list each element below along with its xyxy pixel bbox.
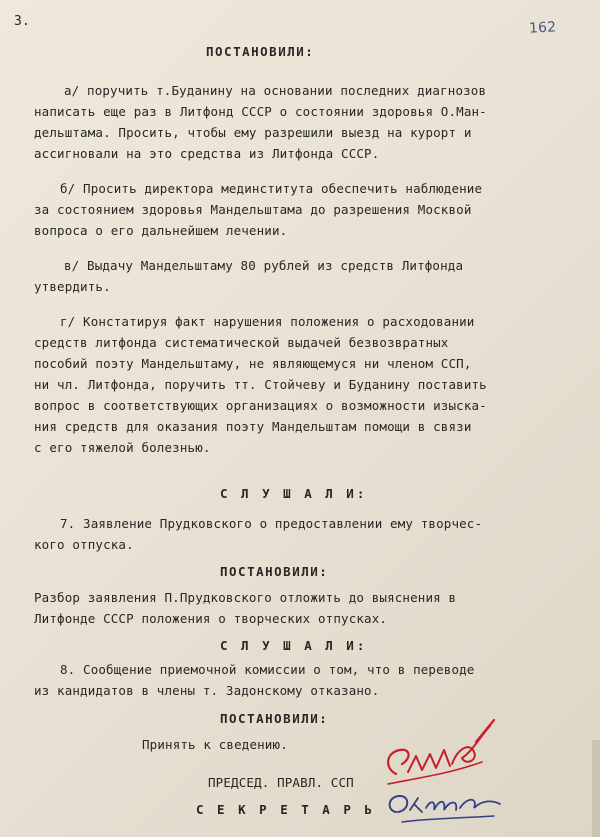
item-b-line-2: за состоянием здоровья Мандельштама до разрешения Москвой	[34, 202, 472, 217]
secretary-label: С Е К Р Е Т А Р Ь	[196, 802, 375, 817]
heard-heading-7: С Л У Ш А Л И:	[220, 486, 368, 501]
heard-7-line-1: 7. Заявление Прудковского о предоставлении ему творчес-	[60, 516, 483, 531]
heard-7-line-2: кого отпуска.	[34, 537, 134, 552]
folio-number: 162	[528, 19, 557, 37]
item-a-line-4: ассигновали на это средства из Литфонда СССР.	[34, 146, 380, 161]
resolved-heading-1: ПОСТАНОВИЛИ:	[206, 44, 315, 59]
resolved-8-text: Принять к сведению.	[142, 737, 288, 752]
item-b-line-3: вопроса о его дальнейшем лечении.	[34, 223, 288, 238]
item-g-line-5: вопрос в соответствующих организациях о возможности изыска-	[34, 398, 487, 413]
secretary-signature	[382, 786, 512, 832]
chair-signature	[378, 712, 508, 792]
page-number: 3.	[14, 14, 30, 29]
item-g-line-2: средств литфонда систематической выдачей безвозвратных	[34, 335, 449, 350]
resolved-heading-8: ПОСТАНОВИЛИ:	[220, 711, 329, 726]
item-v-line-2: утвердить.	[34, 279, 111, 294]
heard-8-line-1: 8. Сообщение приемочной комиссии о том, что в переводе	[60, 662, 475, 677]
item-a-line-2: написать еще раз в Литфонд СССР о состоянии здоровья О.Ман-	[34, 104, 487, 119]
item-a-line-1: а/ поручить т.Буданину на основании последних диагнозов	[64, 83, 487, 98]
resolved-7-line-2: Литфонде СССР положения о творческих отпусках.	[34, 611, 388, 626]
heard-heading-8: С Л У Ш А Л И:	[220, 638, 368, 653]
item-g-line-6: ния средств для оказания поэту Мандельштам помощи в связи	[34, 419, 472, 434]
item-b-line-1: б/ Просить директора мединститута обеспечить наблюдение	[60, 181, 483, 196]
item-g-line-1: г/ Констатируя факт нарушения положения о расходовании	[60, 314, 475, 329]
item-v-line-1: в/ Выдачу Мандельштаму 80 рублей из средств Литфонда	[64, 258, 464, 273]
resolved-7-line-1: Разбор заявления П.Прудковского отложить до выяснения в	[34, 590, 457, 605]
resolved-heading-7: ПОСТАНОВИЛИ:	[220, 564, 329, 579]
item-a-line-3: дельштама. Просить, чтобы ему разрешили выезд на курорт и	[34, 125, 472, 140]
heard-8-line-2: из кандидатов в члены т. Задонскому отказано.	[34, 683, 380, 698]
item-g-line-7: с его тяжелой болезнью.	[34, 440, 211, 455]
item-g-line-4: ни чл. Литфонда, поручить тт. Стойчеву и Буданину поставить	[34, 377, 487, 392]
page-edge-shadow	[592, 740, 600, 837]
chair-label: ПРЕДСЕД. ПРАВЛ. ССП	[208, 775, 354, 790]
item-g-line-3: пособий поэту Мандельштаму, не являющемуся ни членом ССП,	[34, 356, 472, 371]
